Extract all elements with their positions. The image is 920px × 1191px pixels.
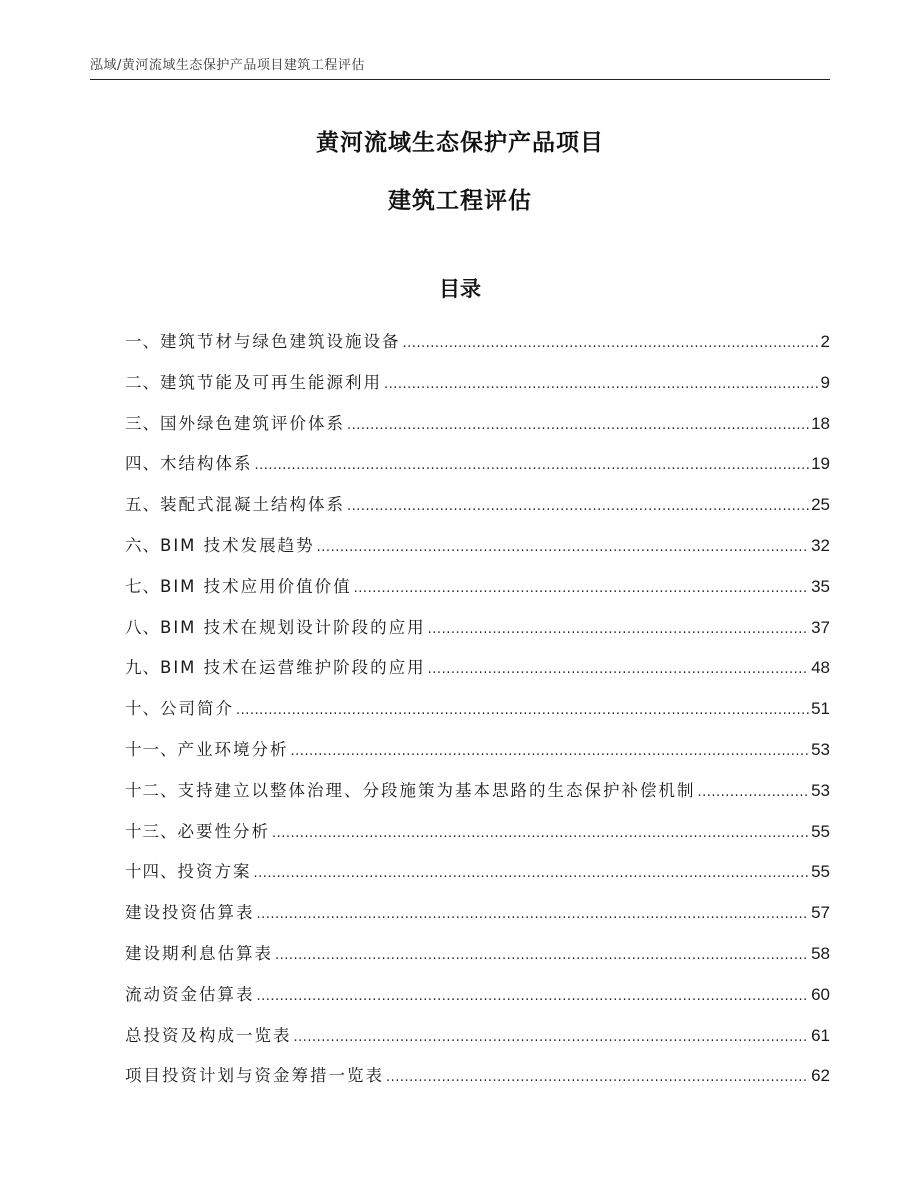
toc-dot-leader: [255, 446, 810, 487]
toc-entry-page: 35: [811, 576, 830, 596]
toc-dot-leader: [698, 773, 810, 814]
toc-dot-leader: [294, 1018, 810, 1059]
toc-entry[interactable]: [125, 771, 830, 812]
toc-entry-label: 投资方案: [177, 862, 252, 882]
toc-dot-leader: [291, 732, 810, 773]
toc-entry-number: 十四、: [125, 862, 178, 882]
document-title-line2: 建筑工程评估: [388, 188, 532, 214]
toc-dot-leader: [354, 569, 809, 610]
toc-entry-label: BIM 技术在规划设计阶段的应用: [160, 617, 426, 637]
toc-entry-page: 2: [820, 332, 830, 351]
toc-dot-leader: [257, 977, 810, 1018]
toc-dot-leader: [275, 936, 809, 977]
toc-entry[interactable]: [125, 526, 830, 567]
toc-entry[interactable]: [125, 648, 830, 689]
toc-entry-label: 产业环境分析: [177, 739, 289, 759]
toc-entry-page: 51: [811, 699, 830, 719]
toc-entry-page: 9: [820, 372, 830, 392]
toc-entry[interactable]: [125, 1056, 830, 1097]
toc-entry-label: 装配式混凝土结构体系: [160, 495, 345, 515]
toc-entry-number: 三、: [125, 413, 160, 433]
toc-entry-number: 五、: [125, 495, 160, 515]
toc-entry-page: 62: [811, 1066, 830, 1086]
toc-dot-leader: [384, 365, 819, 406]
toc-entry-page: 57: [811, 903, 830, 923]
toc-entry[interactable]: [125, 975, 830, 1016]
toc-dot-leader: [236, 691, 809, 732]
toc-entry[interactable]: [125, 608, 830, 649]
toc-dot-leader: [428, 650, 809, 691]
toc-entry-number: 二、: [125, 372, 160, 392]
toc-entry-label: 建筑节材与绿色建筑设施设备: [160, 332, 401, 351]
toc-entry[interactable]: [125, 812, 830, 853]
toc-entry[interactable]: [125, 730, 830, 771]
toc-entry[interactable]: [125, 363, 830, 404]
toc-entry-number: 八、: [125, 617, 160, 637]
toc-dot-leader: [347, 487, 809, 528]
toc-dot-leader: [272, 814, 809, 855]
toc-dot-leader: [347, 406, 809, 447]
toc-entry-page: 48: [811, 658, 830, 678]
toc-entry-label: 木结构体系: [160, 454, 253, 474]
toc-entry-page: 19: [811, 454, 830, 474]
toc-entry-number: 四、: [125, 454, 160, 474]
toc-entry[interactable]: [125, 934, 830, 975]
toc-dot-leader: [254, 854, 810, 895]
toc-entry-label: BIM 技术在运营维护阶段的应用: [160, 658, 426, 678]
toc-entry-number: 十、: [125, 699, 160, 719]
toc-entry-page: 32: [811, 535, 830, 555]
toc-entry-page: 25: [811, 495, 830, 515]
toc-dot-leader: [428, 610, 809, 651]
toc-entry-page: 61: [811, 1025, 830, 1045]
toc-entry-number: 九、: [125, 658, 160, 678]
toc-entry-page: 58: [811, 943, 830, 963]
toc-entry[interactable]: [125, 689, 830, 730]
toc-entry-number: 六、: [125, 535, 160, 555]
toc-entry-page: 55: [811, 862, 830, 882]
toc-entry-number: 十三、: [125, 821, 178, 841]
document-title-line1: 黄河流域生态保护产品项目: [316, 130, 604, 156]
toc-dot-leader: [403, 324, 819, 365]
toc-entry[interactable]: [125, 567, 830, 608]
toc-entry[interactable]: [125, 1016, 830, 1057]
toc-entry-page: 53: [811, 780, 830, 800]
toc-entry-page: 60: [811, 984, 830, 1004]
toc-dot-leader: [257, 895, 810, 936]
toc-entry-number: 七、: [125, 576, 160, 596]
toc-entry-label: 项目投资计划与资金筹措一览表: [125, 1066, 384, 1086]
toc-entry[interactable]: [125, 893, 830, 934]
toc-entry-page: 55: [811, 821, 830, 841]
toc-entry-page: 53: [811, 739, 830, 759]
toc-entry[interactable]: [125, 485, 830, 526]
toc-entry-label: 必要性分析: [177, 821, 270, 841]
toc-entry[interactable]: [125, 444, 830, 485]
toc-entry-label: BIM 技术应用价值价值: [160, 576, 352, 596]
toc-entry-label: BIM 技术发展趋势: [160, 535, 315, 555]
toc-entry-page: 18: [811, 413, 830, 433]
toc-entry-label: 流动资金估算表: [125, 984, 255, 1004]
toc-entry[interactable]: [125, 322, 830, 363]
toc-entry-page: 37: [811, 617, 830, 637]
toc-entry-label: 国外绿色建筑评价体系: [160, 413, 345, 433]
toc-entry-label: 建设投资估算表: [125, 903, 255, 923]
toc-entry-number: 十一、: [125, 739, 178, 759]
toc-entry-number: 十二、: [125, 780, 178, 800]
toc-entry-label: 总投资及构成一览表: [125, 1025, 292, 1045]
toc-entry[interactable]: [125, 404, 830, 445]
running-header: 泓域/黄河流域生态保护产品项目建筑工程评估: [90, 54, 830, 80]
toc-entry-label: 支持建立以整体治理、分段施策为基本思路的生态保护补偿机制: [177, 780, 696, 800]
toc-entry-label: 建设期利息估算表: [125, 943, 273, 963]
toc-entry-label: 公司简介: [160, 699, 234, 719]
toc-dot-leader: [386, 1058, 809, 1099]
toc-entry[interactable]: [125, 852, 830, 893]
toc-heading: 目录: [439, 277, 481, 301]
toc-entry-number: 一、: [125, 332, 160, 351]
toc-dot-leader: [317, 528, 809, 569]
table-of-contents: [125, 322, 830, 1097]
toc-entry-label: 建筑节能及可再生能源利用: [160, 372, 382, 392]
